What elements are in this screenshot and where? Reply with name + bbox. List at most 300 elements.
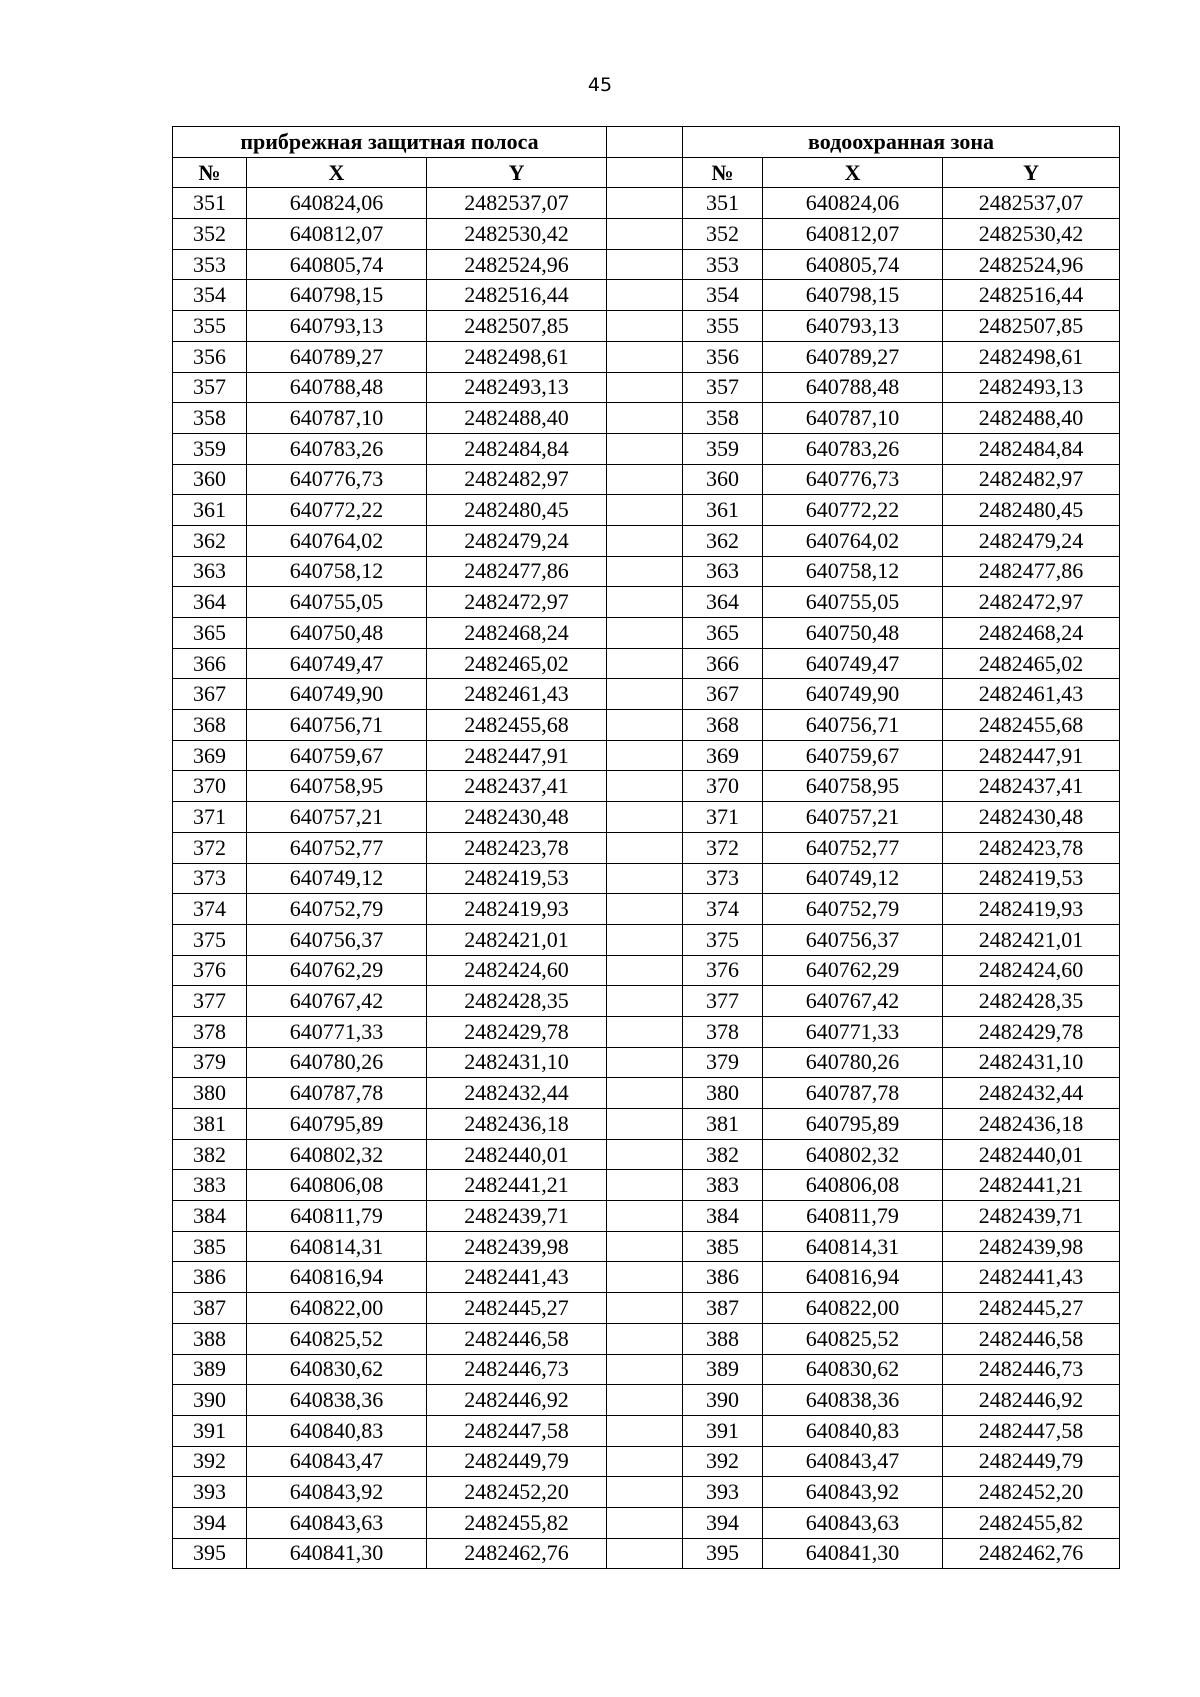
- left-y-cell: 2482507,85: [427, 311, 607, 342]
- right-y-cell: 2482446,58: [943, 1323, 1120, 1354]
- right-x-cell: 640749,12: [763, 863, 943, 894]
- right-y-cell: 2482493,13: [943, 372, 1120, 403]
- left-number-cell: 393: [173, 1477, 247, 1508]
- table-row: [173, 495, 1120, 526]
- right-x-cell: 640816,94: [763, 1262, 943, 1293]
- right-number-cell: 361: [683, 495, 763, 526]
- spacer-cell: [607, 1415, 683, 1446]
- spacer-cell: [607, 341, 683, 372]
- left-number-cell: 384: [173, 1201, 247, 1232]
- right-number-cell: 391: [683, 1415, 763, 1446]
- right-x-cell: 640758,95: [763, 771, 943, 802]
- left-number-cell: 353: [173, 249, 247, 280]
- table-row: [173, 1170, 1120, 1201]
- right-number-cell: 371: [683, 802, 763, 833]
- right-number-cell: 357: [683, 372, 763, 403]
- right-y-cell: 2482488,40: [943, 403, 1120, 434]
- spacer-cell: [607, 1507, 683, 1538]
- left-y-cell: 2482524,96: [427, 249, 607, 280]
- left-x-cell: 640830,62: [247, 1354, 427, 1385]
- left-number-cell: 379: [173, 1047, 247, 1078]
- right-number-cell: 369: [683, 740, 763, 771]
- left-y-cell: 2482423,78: [427, 832, 607, 863]
- left-x-cell: 640824,06: [247, 188, 427, 219]
- right-y-cell: 2482439,98: [943, 1231, 1120, 1262]
- left-number-cell: 361: [173, 495, 247, 526]
- right-number-cell: 362: [683, 525, 763, 556]
- left-y-cell: 2482445,27: [427, 1293, 607, 1324]
- right-number-cell: 377: [683, 986, 763, 1017]
- right-y-cell: 2482428,35: [943, 986, 1120, 1017]
- right-y-cell: 2482431,10: [943, 1047, 1120, 1078]
- left-y-cell: 2482498,61: [427, 341, 607, 372]
- right-y-cell: 2482419,53: [943, 863, 1120, 894]
- right-y-cell: 2482477,86: [943, 556, 1120, 587]
- spacer-cell: [607, 924, 683, 955]
- right-number-cell: 368: [683, 710, 763, 741]
- left-y-cell: 2482446,73: [427, 1354, 607, 1385]
- right-x-cell: 640822,00: [763, 1293, 943, 1324]
- right-number-cell: 372: [683, 832, 763, 863]
- table-row: [173, 403, 1120, 434]
- left-y-cell: 2482479,24: [427, 525, 607, 556]
- spacer-cell: [607, 1047, 683, 1078]
- table-row: [173, 188, 1120, 219]
- spacer-cell: [607, 525, 683, 556]
- left-number-cell: 368: [173, 710, 247, 741]
- left-x-cell: 640764,02: [247, 525, 427, 556]
- right-x-cell: 640757,21: [763, 802, 943, 833]
- right-x-cell: 640789,27: [763, 341, 943, 372]
- spacer-cell: [607, 1477, 683, 1508]
- left-x-cell: 640749,47: [247, 648, 427, 679]
- table-row: [173, 1078, 1120, 1109]
- left-header-y: Y: [427, 157, 607, 188]
- table-row: [173, 1047, 1120, 1078]
- table-row: [173, 1293, 1120, 1324]
- table-row: [173, 1385, 1120, 1416]
- left-x-cell: 640780,26: [247, 1047, 427, 1078]
- right-group-title: водоохранная зона: [683, 127, 1120, 158]
- left-x-cell: 640798,15: [247, 280, 427, 311]
- left-y-cell: 2482455,82: [427, 1507, 607, 1538]
- spacer-cell: [607, 372, 683, 403]
- left-number-cell: 358: [173, 403, 247, 434]
- table-row: [173, 525, 1120, 556]
- right-y-cell: 2482446,73: [943, 1354, 1120, 1385]
- left-x-cell: 640757,21: [247, 802, 427, 833]
- spacer-cell: [607, 1201, 683, 1232]
- right-number-cell: 352: [683, 219, 763, 250]
- left-header-x: X: [247, 157, 427, 188]
- right-x-cell: 640838,36: [763, 1385, 943, 1416]
- right-y-cell: 2482480,45: [943, 495, 1120, 526]
- right-x-cell: 640812,07: [763, 219, 943, 250]
- table-row: [173, 1446, 1120, 1477]
- right-y-cell: 2482472,97: [943, 587, 1120, 618]
- right-x-cell: 640814,31: [763, 1231, 943, 1262]
- left-number-cell: 383: [173, 1170, 247, 1201]
- right-y-cell: 2482423,78: [943, 832, 1120, 863]
- spacer-cell: [607, 464, 683, 495]
- left-number-cell: 385: [173, 1231, 247, 1262]
- left-number-cell: 362: [173, 525, 247, 556]
- right-x-cell: 640793,13: [763, 311, 943, 342]
- left-number-cell: 390: [173, 1385, 247, 1416]
- right-x-cell: 640759,67: [763, 740, 943, 771]
- table-row: [173, 832, 1120, 863]
- table-row: [173, 311, 1120, 342]
- table-row: [173, 587, 1120, 618]
- left-number-cell: 381: [173, 1109, 247, 1140]
- right-x-cell: 640802,32: [763, 1139, 943, 1170]
- right-x-cell: 640776,73: [763, 464, 943, 495]
- spacer-cell: [607, 648, 683, 679]
- spacer-cell: [607, 832, 683, 863]
- left-group-title: прибрежная защитная полоса: [173, 127, 607, 158]
- right-number-cell: 385: [683, 1231, 763, 1262]
- left-number-cell: 369: [173, 740, 247, 771]
- left-x-cell: 640776,73: [247, 464, 427, 495]
- table-row: [173, 648, 1120, 679]
- right-header-x: X: [763, 157, 943, 188]
- table-row: [173, 1415, 1120, 1446]
- spacer-cell: [607, 280, 683, 311]
- right-number-cell: 394: [683, 1507, 763, 1538]
- right-y-cell: 2482447,58: [943, 1415, 1120, 1446]
- left-x-cell: 640843,63: [247, 1507, 427, 1538]
- table-row: [173, 1262, 1120, 1293]
- right-x-cell: 640749,90: [763, 679, 943, 710]
- right-header-number: №: [683, 157, 763, 188]
- spacer-cell: [607, 771, 683, 802]
- left-number-cell: 376: [173, 955, 247, 986]
- spacer-cell: [607, 1109, 683, 1140]
- table-row: [173, 771, 1120, 802]
- table-row: [173, 1201, 1120, 1232]
- table-row: [173, 1507, 1120, 1538]
- right-number-cell: 386: [683, 1262, 763, 1293]
- right-x-cell: 640830,62: [763, 1354, 943, 1385]
- right-number-cell: 355: [683, 311, 763, 342]
- left-y-cell: 2482447,58: [427, 1415, 607, 1446]
- left-x-cell: 640805,74: [247, 249, 427, 280]
- left-x-cell: 640750,48: [247, 618, 427, 649]
- left-y-cell: 2482446,58: [427, 1323, 607, 1354]
- right-x-cell: 640787,78: [763, 1078, 943, 1109]
- right-number-cell: 373: [683, 863, 763, 894]
- left-number-cell: 377: [173, 986, 247, 1017]
- spacer-cell: [607, 863, 683, 894]
- left-x-cell: 640838,36: [247, 1385, 427, 1416]
- left-y-cell: 2482419,93: [427, 894, 607, 925]
- right-number-cell: 354: [683, 280, 763, 311]
- right-number-cell: 376: [683, 955, 763, 986]
- right-number-cell: 353: [683, 249, 763, 280]
- right-x-cell: 640841,30: [763, 1538, 943, 1569]
- right-y-cell: 2482530,42: [943, 219, 1120, 250]
- left-y-cell: 2482488,40: [427, 403, 607, 434]
- left-number-cell: 373: [173, 863, 247, 894]
- left-x-cell: 640749,12: [247, 863, 427, 894]
- left-x-cell: 640795,89: [247, 1109, 427, 1140]
- table-row: [173, 1016, 1120, 1047]
- table-row: [173, 740, 1120, 771]
- left-y-cell: 2482446,92: [427, 1385, 607, 1416]
- spacer-cell: [607, 311, 683, 342]
- left-number-cell: 386: [173, 1262, 247, 1293]
- left-number-cell: 365: [173, 618, 247, 649]
- spacer-cell: [607, 618, 683, 649]
- spacer-cell: [607, 955, 683, 986]
- left-y-cell: 2482516,44: [427, 280, 607, 311]
- left-x-cell: 640759,67: [247, 740, 427, 771]
- right-number-cell: 381: [683, 1109, 763, 1140]
- spacer-cell: [607, 157, 683, 188]
- spacer-cell: [607, 188, 683, 219]
- right-number-cell: 360: [683, 464, 763, 495]
- right-y-cell: 2482465,02: [943, 648, 1120, 679]
- right-x-cell: 640806,08: [763, 1170, 943, 1201]
- left-y-cell: 2482465,02: [427, 648, 607, 679]
- right-number-cell: 363: [683, 556, 763, 587]
- table-row: [173, 249, 1120, 280]
- right-x-cell: 640764,02: [763, 525, 943, 556]
- left-x-cell: 640789,27: [247, 341, 427, 372]
- right-number-cell: 351: [683, 188, 763, 219]
- spacer-cell: [607, 556, 683, 587]
- left-y-cell: 2482419,53: [427, 863, 607, 894]
- left-number-cell: 354: [173, 280, 247, 311]
- table-row: [173, 1323, 1120, 1354]
- table-row: [173, 802, 1120, 833]
- spacer-cell: [607, 1139, 683, 1170]
- right-y-cell: 2482441,21: [943, 1170, 1120, 1201]
- left-number-cell: 378: [173, 1016, 247, 1047]
- left-number-cell: 366: [173, 648, 247, 679]
- left-number-cell: 372: [173, 832, 247, 863]
- left-y-cell: 2482431,10: [427, 1047, 607, 1078]
- left-x-cell: 640756,71: [247, 710, 427, 741]
- right-y-cell: 2482446,92: [943, 1385, 1120, 1416]
- right-x-cell: 640749,47: [763, 648, 943, 679]
- left-x-cell: 640787,10: [247, 403, 427, 434]
- left-y-cell: 2482461,43: [427, 679, 607, 710]
- left-y-cell: 2482477,86: [427, 556, 607, 587]
- left-y-cell: 2482428,35: [427, 986, 607, 1017]
- left-x-cell: 640816,94: [247, 1262, 427, 1293]
- spacer-cell: [607, 249, 683, 280]
- left-y-cell: 2482537,07: [427, 188, 607, 219]
- right-number-cell: 378: [683, 1016, 763, 1047]
- right-y-cell: 2482498,61: [943, 341, 1120, 372]
- right-number-cell: 367: [683, 679, 763, 710]
- spacer-cell: [607, 740, 683, 771]
- left-y-cell: 2482441,21: [427, 1170, 607, 1201]
- page-number: 45: [587, 74, 613, 96]
- left-x-cell: 640822,00: [247, 1293, 427, 1324]
- spacer-cell: [607, 495, 683, 526]
- spacer-cell: [607, 894, 683, 925]
- right-number-cell: 389: [683, 1354, 763, 1385]
- right-number-cell: 370: [683, 771, 763, 802]
- spacer-cell: [607, 986, 683, 1017]
- table-row: [173, 556, 1120, 587]
- spacer-cell: [607, 1231, 683, 1262]
- left-number-cell: 352: [173, 219, 247, 250]
- table-row: [173, 710, 1120, 741]
- left-y-cell: 2482439,98: [427, 1231, 607, 1262]
- left-y-cell: 2482440,01: [427, 1139, 607, 1170]
- left-y-cell: 2482472,97: [427, 587, 607, 618]
- left-number-cell: 359: [173, 433, 247, 464]
- right-number-cell: 395: [683, 1538, 763, 1569]
- left-x-cell: 640787,78: [247, 1078, 427, 1109]
- spacer-cell: [607, 403, 683, 434]
- right-y-cell: 2482507,85: [943, 311, 1120, 342]
- left-x-cell: 640756,37: [247, 924, 427, 955]
- spacer-cell: [607, 802, 683, 833]
- left-x-cell: 640825,52: [247, 1323, 427, 1354]
- left-x-cell: 640752,79: [247, 894, 427, 925]
- left-x-cell: 640806,08: [247, 1170, 427, 1201]
- left-y-cell: 2482421,01: [427, 924, 607, 955]
- table-row: [173, 1477, 1120, 1508]
- right-x-cell: 640756,71: [763, 710, 943, 741]
- right-y-cell: 2482432,44: [943, 1078, 1120, 1109]
- left-x-cell: 640843,47: [247, 1446, 427, 1477]
- spacer-cell: [607, 1170, 683, 1201]
- right-y-cell: 2482439,71: [943, 1201, 1120, 1232]
- right-number-cell: 393: [683, 1477, 763, 1508]
- left-number-cell: 360: [173, 464, 247, 495]
- right-x-cell: 640780,26: [763, 1047, 943, 1078]
- right-number-cell: 382: [683, 1139, 763, 1170]
- right-y-cell: 2482484,84: [943, 433, 1120, 464]
- table-row: [173, 219, 1120, 250]
- table-row: [173, 679, 1120, 710]
- spacer-cell: [607, 1354, 683, 1385]
- left-number-cell: 355: [173, 311, 247, 342]
- right-x-cell: 640798,15: [763, 280, 943, 311]
- right-number-cell: 365: [683, 618, 763, 649]
- table-row: [173, 433, 1120, 464]
- right-x-cell: 640752,77: [763, 832, 943, 863]
- right-y-cell: 2482445,27: [943, 1293, 1120, 1324]
- left-y-cell: 2482436,18: [427, 1109, 607, 1140]
- table-row: [173, 894, 1120, 925]
- left-x-cell: 640788,48: [247, 372, 427, 403]
- right-y-cell: 2482524,96: [943, 249, 1120, 280]
- right-y-cell: 2482441,43: [943, 1262, 1120, 1293]
- left-x-cell: 640783,26: [247, 433, 427, 464]
- right-x-cell: 640795,89: [763, 1109, 943, 1140]
- left-x-cell: 640771,33: [247, 1016, 427, 1047]
- right-number-cell: 384: [683, 1201, 763, 1232]
- spacer-cell: [607, 219, 683, 250]
- left-y-cell: 2482432,44: [427, 1078, 607, 1109]
- table-row: [173, 924, 1120, 955]
- right-y-cell: 2482455,82: [943, 1507, 1120, 1538]
- left-x-cell: 640758,12: [247, 556, 427, 587]
- table-row: [173, 1231, 1120, 1262]
- left-y-cell: 2482462,76: [427, 1538, 607, 1569]
- left-x-cell: 640762,29: [247, 955, 427, 986]
- spacer-cell: [607, 1293, 683, 1324]
- right-y-cell: 2482440,01: [943, 1139, 1120, 1170]
- left-number-cell: 388: [173, 1323, 247, 1354]
- left-number-cell: 389: [173, 1354, 247, 1385]
- right-y-cell: 2482429,78: [943, 1016, 1120, 1047]
- table-row: [173, 955, 1120, 986]
- left-number-cell: 370: [173, 771, 247, 802]
- right-y-cell: 2482516,44: [943, 280, 1120, 311]
- left-y-cell: 2482480,45: [427, 495, 607, 526]
- spacer-cell: [607, 1323, 683, 1354]
- left-y-cell: 2482452,20: [427, 1477, 607, 1508]
- left-number-cell: 351: [173, 188, 247, 219]
- table-row: [173, 986, 1120, 1017]
- right-y-cell: 2482430,48: [943, 802, 1120, 833]
- table-row: [173, 1139, 1120, 1170]
- spacer-cell: [607, 433, 683, 464]
- right-y-cell: 2482462,76: [943, 1538, 1120, 1569]
- right-x-cell: 640843,92: [763, 1477, 943, 1508]
- right-x-cell: 640762,29: [763, 955, 943, 986]
- right-y-cell: 2482537,07: [943, 188, 1120, 219]
- left-x-cell: 640841,30: [247, 1538, 427, 1569]
- table-row: [173, 1109, 1120, 1140]
- left-number-cell: 387: [173, 1293, 247, 1324]
- right-number-cell: 359: [683, 433, 763, 464]
- left-y-cell: 2482441,43: [427, 1262, 607, 1293]
- right-number-cell: 375: [683, 924, 763, 955]
- right-x-cell: 640756,37: [763, 924, 943, 955]
- left-x-cell: 640772,22: [247, 495, 427, 526]
- spacer-cell: [607, 1446, 683, 1477]
- right-x-cell: 640787,10: [763, 403, 943, 434]
- right-header-y: Y: [943, 157, 1120, 188]
- left-y-cell: 2482447,91: [427, 740, 607, 771]
- right-x-cell: 640840,83: [763, 1415, 943, 1446]
- right-y-cell: 2482421,01: [943, 924, 1120, 955]
- table-row: [173, 464, 1120, 495]
- left-number-cell: 374: [173, 894, 247, 925]
- right-x-cell: 640755,05: [763, 587, 943, 618]
- left-number-cell: 392: [173, 1446, 247, 1477]
- left-x-cell: 640812,07: [247, 219, 427, 250]
- left-y-cell: 2482429,78: [427, 1016, 607, 1047]
- right-number-cell: 358: [683, 403, 763, 434]
- right-number-cell: 388: [683, 1323, 763, 1354]
- left-number-cell: 380: [173, 1078, 247, 1109]
- right-y-cell: 2482452,20: [943, 1477, 1120, 1508]
- right-x-cell: 640843,47: [763, 1446, 943, 1477]
- right-x-cell: 640843,63: [763, 1507, 943, 1538]
- right-number-cell: 380: [683, 1078, 763, 1109]
- left-x-cell: 640840,83: [247, 1415, 427, 1446]
- left-y-cell: 2482449,79: [427, 1446, 607, 1477]
- left-y-cell: 2482468,24: [427, 618, 607, 649]
- table-row: [173, 280, 1120, 311]
- left-x-cell: 640843,92: [247, 1477, 427, 1508]
- table-row: [173, 863, 1120, 894]
- right-number-cell: 374: [683, 894, 763, 925]
- table-row: [173, 1538, 1120, 1569]
- left-x-cell: 640793,13: [247, 311, 427, 342]
- right-y-cell: 2482424,60: [943, 955, 1120, 986]
- left-y-cell: 2482437,41: [427, 771, 607, 802]
